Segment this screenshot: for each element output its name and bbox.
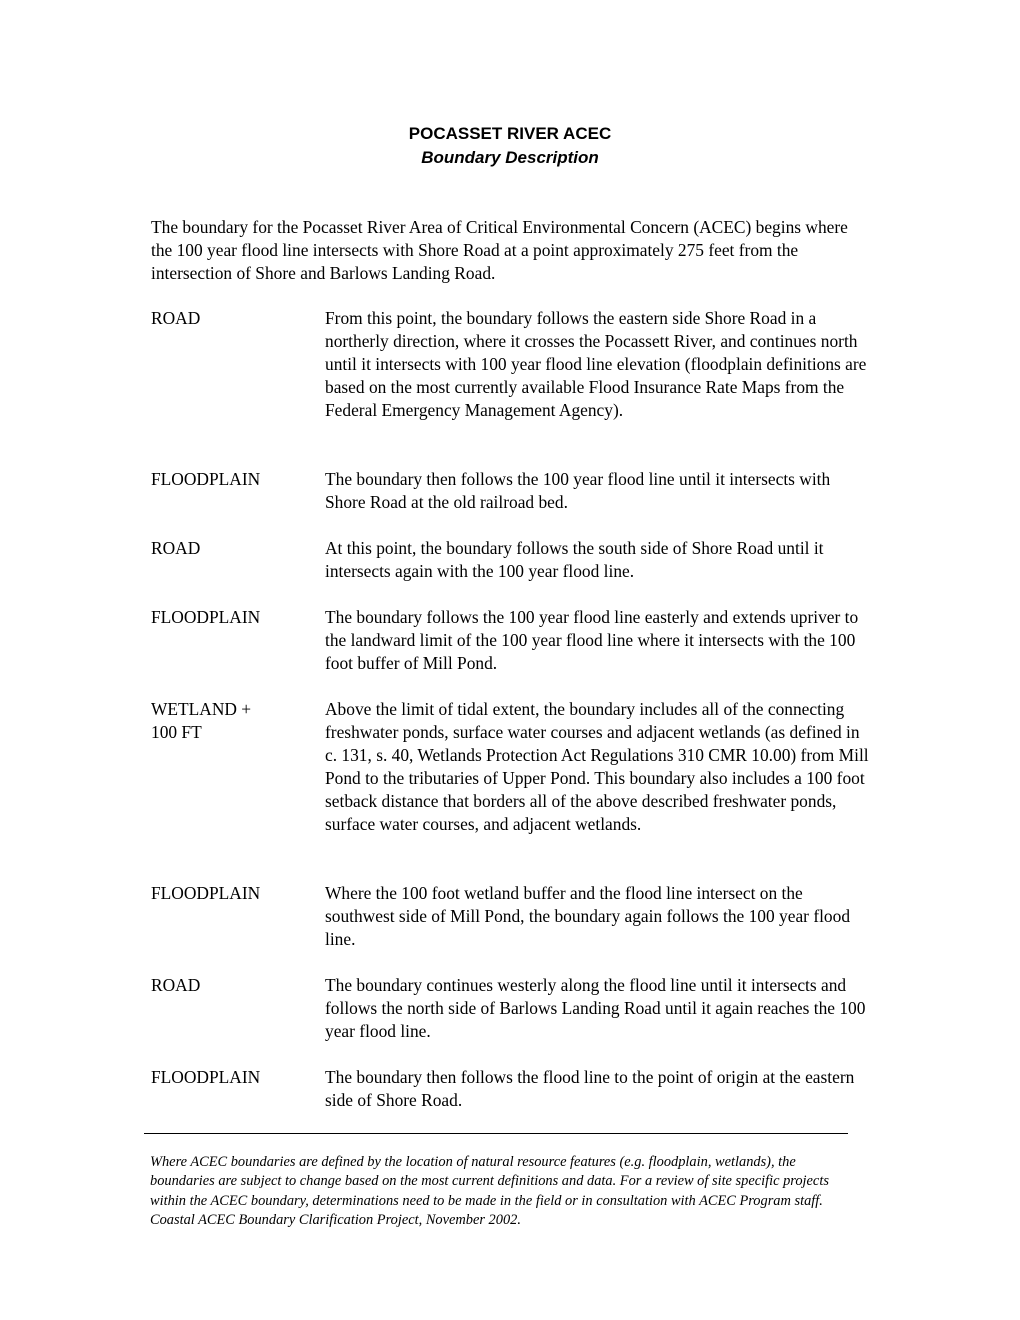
segment-label (151, 537, 311, 560)
title-block (0, 122, 1020, 170)
footnote: Where ACEC boundaries are defined by the location of natural resource features (e.g. floodplain, wetlands), the boundaries are subject to change based on the most current definitions and data. For a review of site specific projects within the ACEC boundary, determinations need to be made in the field or in consultation with ACEC Program staff. Coastal ACEC Boundary Clarification Project, November 2002. (150, 1154, 829, 1228)
segment-label-line: ROAD (151, 538, 201, 558)
segment-label-line: FLOODPLAIN (151, 607, 261, 627)
segment-label (151, 1066, 311, 1089)
segment-description: At this point, the boundary follows the south side of Shore Road until it intersects again with the 100 year flood line. (325, 538, 824, 581)
segment-label (151, 974, 311, 997)
segment-label-line: WETLAND + (151, 699, 252, 719)
segment-label (151, 307, 311, 330)
segment-description: The boundary follows the 100 year flood line easterly and extends upriver to the landward limit of the 100 year flood line where it intersects with the 100 foot buffer of Mill Pond. (325, 607, 859, 673)
segment-description: Where the 100 foot wetland buffer and the flood line intersect on the southwest side of Mill Pond, the boundary again follows the 100 year flood line. (325, 883, 851, 949)
segment-label-line-2: 100 FT (151, 722, 202, 742)
segment-description: The boundary then follows the flood line to the point of origin at the eastern side of Shore Road. (325, 1067, 855, 1110)
segment-label-line: ROAD (151, 975, 201, 995)
segment-description: The boundary then follows the 100 year flood line until it intersects with Shore Road at the old railroad bed. (325, 469, 831, 512)
segment-label (151, 882, 311, 905)
segment-label-line: FLOODPLAIN (151, 883, 261, 903)
document-subtitle: Boundary Description (421, 148, 599, 167)
segment-label-line: FLOODPLAIN (151, 1067, 261, 1087)
segment-label-line: FLOODPLAIN (151, 469, 261, 489)
segment-label (151, 698, 311, 744)
intro-paragraph: The boundary for the Pocasset River Area of Critical Environmental Concern (ACEC) begins where the 100 year flood line intersects with Shore Road at a point approximately 275 feet from the intersection of Shore and Barlows Landing Road. (151, 217, 848, 283)
segment-label-line: ROAD (151, 308, 201, 328)
segment-description: From this point, the boundary follows the eastern side Shore Road in a northerly direction, where it crosses the Pocassett River, and continues north until it intersects with 100 year flood line elevation (floodplain definitions are based on the most currently available Flood Insurance Rate Maps from the Federal Emergency Management Agency). (325, 308, 867, 420)
document-title: POCASSET RIVER ACEC (408, 124, 612, 143)
footnote-divider (144, 1133, 848, 1134)
segment-description: The boundary continues westerly along the flood line until it intersects and follows the north side of Barlows Landing Road until it again reaches the 100 year flood line. (325, 975, 866, 1041)
segment-label (151, 468, 311, 491)
segment-label (151, 606, 311, 629)
segment-description: Above the limit of tidal extent, the boundary includes all of the connecting freshwater ponds, surface water courses and adjacent wetlands (as defined in c. 131, s. 40, Wetlands Protection Act Regulations 310 CMR 10.00) from Mill Pond to the tributaries of Upper Pond. This boundary also includes a 100 foot setback distance that borders all of the above described freshwater ponds, surface water courses, and adjacent wetlands. (325, 699, 869, 834)
